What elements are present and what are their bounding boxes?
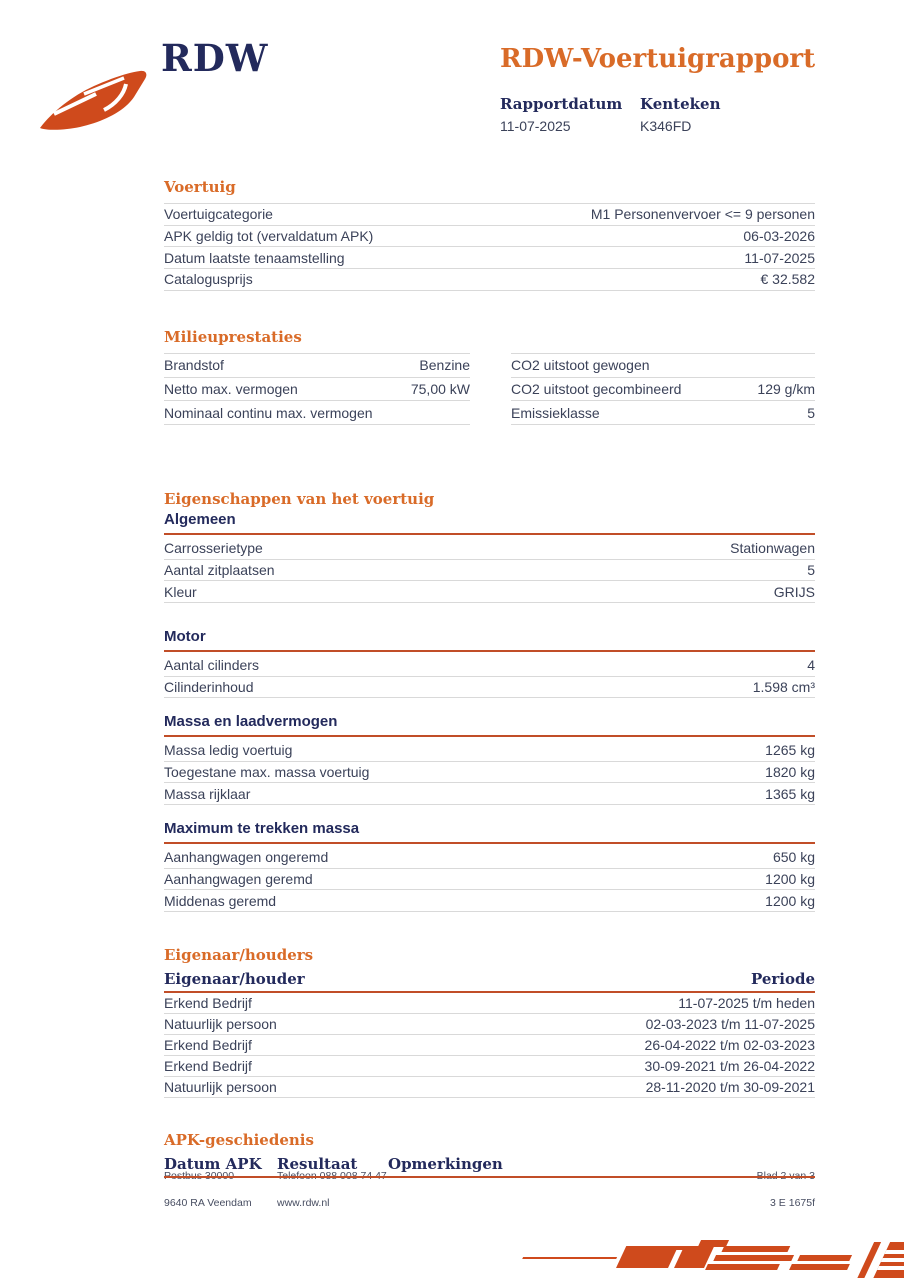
footer-address-line2: 9640 RA Veendam — [164, 1197, 252, 1209]
table-row — [164, 655, 815, 677]
column-header-resultaat: Resultaat — [277, 1155, 358, 1173]
meta-kenteken — [640, 95, 720, 135]
footer-address-line1: Postbus 30000 — [164, 1170, 235, 1182]
table-row — [164, 890, 815, 912]
row-value: 5 — [807, 404, 815, 421]
row-label: Brandstof — [164, 357, 224, 374]
row-label: Middenas geremd — [164, 892, 277, 909]
rapportdatum-label: Rapportdatum — [500, 95, 623, 113]
table-row — [164, 762, 815, 784]
row-label: Aantal cilinders — [164, 657, 259, 674]
motor-table — [164, 655, 815, 698]
row-value: 06-03-2026 — [743, 228, 815, 245]
subsection-motor — [164, 629, 815, 698]
row-label: Massa rijklaar — [164, 785, 251, 802]
kenteken-label: Kenteken — [640, 95, 721, 113]
table-row — [164, 538, 815, 560]
section-eigenaar — [164, 947, 815, 1098]
row-label: Cilinderinhoud — [164, 679, 254, 696]
row-label: Catalogusprijs — [164, 271, 253, 288]
period-value: 30-09-2021 t/m 26-04-2022 — [644, 1058, 815, 1075]
row-label: CO2 uitstoot gecombineerd — [511, 381, 682, 398]
milieu-right-column — [511, 353, 815, 425]
row-label: Netto max. vermogen — [164, 381, 298, 398]
rdw-speedlines-graphic-icon — [518, 1238, 904, 1280]
section-milieuprestaties — [164, 329, 815, 425]
period-value: 02-03-2023 t/m 11-07-2025 — [645, 1016, 815, 1033]
row-value: 5 — [807, 562, 815, 579]
table-row — [511, 401, 815, 425]
table-row — [164, 226, 815, 248]
section-heading: Milieuprestaties — [164, 328, 302, 346]
subsection-trekken — [164, 821, 815, 912]
milieu-left-column — [164, 353, 470, 425]
row-label: Datum laatste tenaamstelling — [164, 249, 345, 266]
column-header-opmerkingen: Opmerkingen — [388, 1155, 503, 1173]
row-value: 1200 kg — [765, 871, 815, 888]
footer-line-2 — [164, 1197, 815, 1209]
section-heading: Eigenaar/houders — [164, 946, 314, 964]
trekken-table — [164, 847, 815, 912]
table-row — [164, 354, 470, 378]
table-row — [164, 677, 815, 699]
row-label: Voertuigcategorie — [164, 206, 273, 223]
row-value: 1200 kg — [765, 892, 815, 909]
row-label: Aantal zitplaatsen — [164, 562, 275, 579]
period-value: 11-07-2025 t/m heden — [678, 995, 815, 1012]
footer-page-number: Blad 2 van 3 — [756, 1170, 815, 1182]
row-label: Aanhangwagen geremd — [164, 871, 313, 888]
footer-doc-code: 3 E 1675f — [770, 1197, 815, 1209]
subsection-heading: Massa en laadvermogen — [164, 714, 815, 737]
row-label: Aanhangwagen ongeremd — [164, 849, 329, 866]
rapportdatum-value: 11-07-2025 — [500, 118, 571, 134]
section-apk — [164, 1132, 815, 1178]
row-value: 129 g/km — [757, 381, 815, 398]
section-heading: Eigenschappen van het voertuig — [164, 490, 435, 508]
table-row — [164, 401, 470, 425]
owner-value: Natuurlijk persoon — [164, 1016, 277, 1033]
table-row — [164, 847, 815, 869]
table-row — [164, 204, 815, 226]
row-label: Toegestane max. massa voertuig — [164, 764, 370, 781]
section-voertuig — [164, 179, 815, 291]
table-row — [164, 1014, 815, 1035]
subsection-heading: Motor — [164, 629, 815, 652]
subsection-algemeen — [164, 512, 815, 603]
period-value: 28-11-2020 t/m 30-09-2021 — [645, 1079, 815, 1096]
row-label: Nominaal continu max. vermogen — [164, 404, 373, 421]
row-label: Kleur — [164, 583, 197, 600]
meta-rapportdatum — [500, 95, 622, 135]
row-value: 1820 kg — [765, 764, 815, 781]
eigenaar-table-header — [164, 971, 815, 993]
row-value: 4 — [807, 657, 815, 674]
row-value: Stationwagen — [730, 540, 815, 557]
subsection-heading: Algemeen — [164, 512, 815, 535]
row-value: 1.598 cm³ — [752, 679, 815, 696]
massa-table — [164, 740, 815, 805]
table-row — [164, 783, 815, 805]
table-row — [164, 581, 815, 603]
table-row — [511, 378, 815, 402]
row-value: 1365 kg — [765, 785, 815, 802]
rdw-falcon-logo-icon — [38, 52, 154, 136]
footer-phone: Telefoon 088 008 74 47 — [277, 1170, 387, 1182]
subsection-heading: Maximum te trekken massa — [164, 821, 815, 844]
algemeen-table — [164, 538, 815, 603]
column-header-datum-apk: Datum APK — [164, 1155, 262, 1173]
apk-table-header — [164, 1156, 815, 1178]
row-label: Emissieklasse — [511, 404, 600, 421]
table-row — [164, 560, 815, 582]
eigenaar-table — [164, 993, 815, 1098]
table-row — [164, 993, 815, 1014]
row-label: CO2 uitstoot gewogen — [511, 357, 650, 374]
table-row — [164, 269, 815, 291]
owner-value: Erkend Bedrijf — [164, 995, 252, 1012]
row-value: Benzine — [419, 357, 470, 374]
table-row — [164, 378, 470, 402]
row-value: 11-07-2025 — [744, 249, 815, 266]
table-row — [164, 1035, 815, 1056]
owner-value: Erkend Bedrijf — [164, 1037, 252, 1054]
subsection-massa — [164, 714, 815, 805]
voertuig-table — [164, 203, 815, 291]
period-value: 26-04-2022 t/m 02-03-2023 — [644, 1037, 815, 1054]
table-row — [164, 247, 815, 269]
table-row — [511, 354, 815, 378]
column-header-period: Periode — [750, 970, 815, 988]
table-row — [164, 1056, 815, 1077]
row-label: Carrosserietype — [164, 540, 263, 557]
section-heading: APK-geschiedenis — [164, 1131, 314, 1149]
column-header-owner: Eigenaar/houder — [164, 970, 305, 988]
row-value: 75,00 kW — [410, 381, 470, 398]
row-value: M1 Personenvervoer <= 9 personen — [590, 206, 815, 223]
page-title: RDW-Voertuigrapport — [500, 44, 816, 74]
row-label: Massa ledig voertuig — [164, 742, 293, 759]
section-heading: Voertuig — [164, 178, 236, 196]
row-value: GRIJS — [773, 583, 815, 600]
milieu-table — [164, 353, 815, 425]
owner-value: Erkend Bedrijf — [164, 1058, 252, 1075]
table-row — [164, 740, 815, 762]
row-value: € 32.582 — [760, 271, 815, 288]
table-row — [164, 1077, 815, 1098]
owner-value: Natuurlijk persoon — [164, 1079, 277, 1096]
rdw-logotype: RDW — [161, 36, 269, 80]
table-row — [164, 869, 815, 891]
kenteken-value: K346FD — [640, 118, 692, 134]
footer-website: www.rdw.nl — [277, 1197, 330, 1209]
row-value: 1265 kg — [765, 742, 815, 759]
row-label: APK geldig tot (vervaldatum APK) — [164, 228, 374, 245]
row-value: 650 kg — [772, 849, 815, 866]
